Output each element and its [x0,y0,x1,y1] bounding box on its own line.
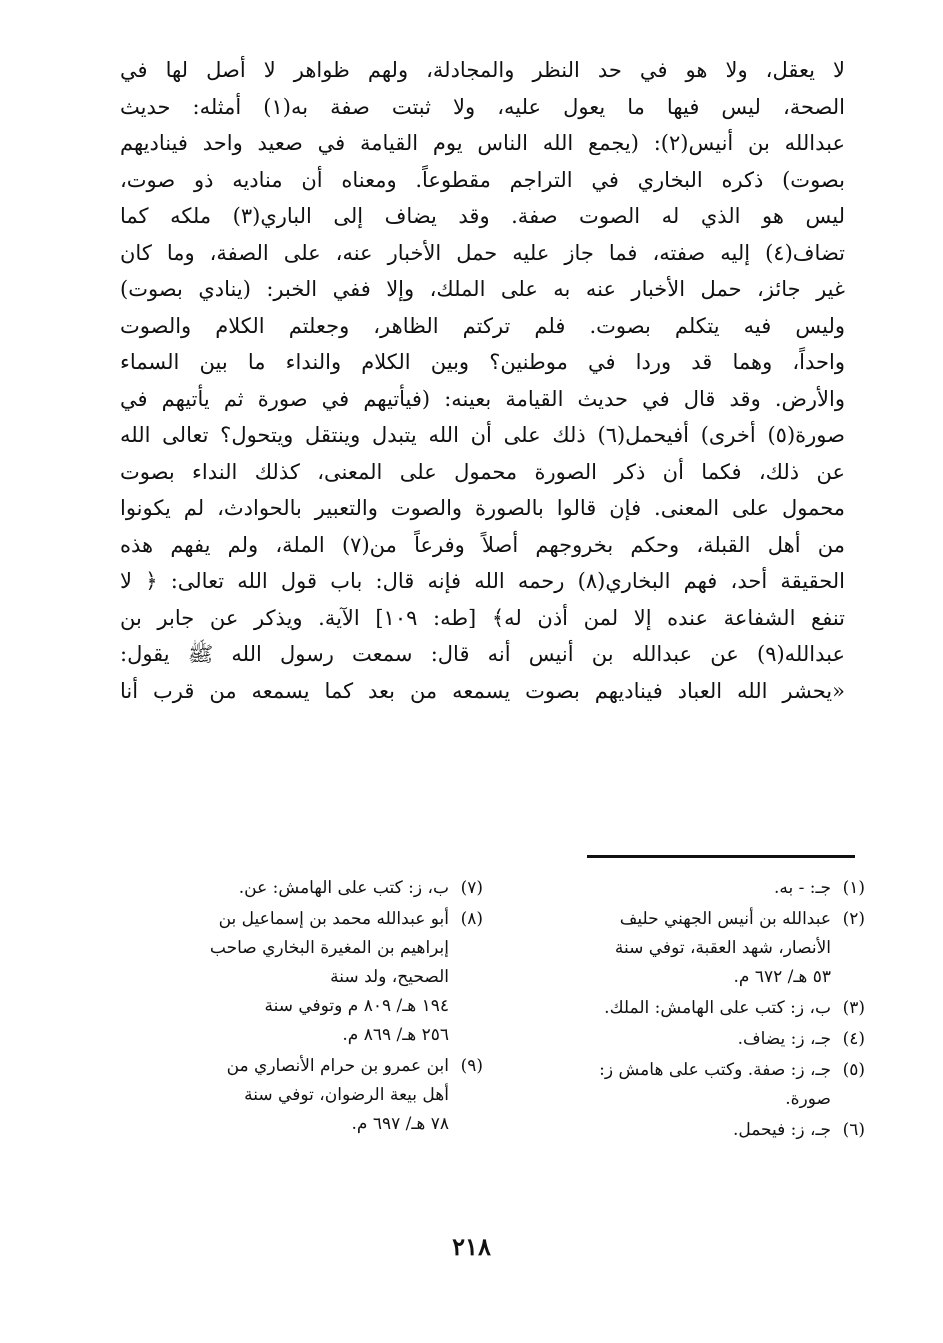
footnote-line: صورة. [785,1089,831,1109]
text-line: والأرض. وقد قال في حديث القيامة بعينه: (فيأتيهم في صورة ثم يأتيهم في [120,386,845,411]
text-line: «يحشر الله العباد فيناديهم بصوت يسمعه من بعد كما يسمعه من قرب أنا [120,678,845,703]
footnote [565,1025,865,1054]
footnote-line: عبدالله بن أنيس الجهني حليف [619,909,831,929]
footnote-line: ابن عمرو بن حرام الأنصاري من [226,1056,449,1076]
footnote-number: (٣) [842,998,865,1018]
footnote-line: جـ، ز: صفة. وكتب على هامش ز: [599,1060,831,1080]
text-line: محمول على المعنى. فإن قالوا بالصورة والصوت والتعبير بالحوادث، لم يكونوا [120,496,845,520]
footnote-number: (٢) [842,909,865,929]
text-line: وليس فيه يتكلم بصوت. فلم تركتم الظاهر، وجعلتم الكلام والصوت [120,313,845,338]
footnote [565,1056,865,1114]
footnote-number: (١) [842,878,865,898]
footnote-text [565,1056,831,1114]
text-line: لا يعقل، ولا هو في حد النظر والمجادلة، ولهم ظواهر لا أصل لها في [120,58,845,82]
footnote-line: جـ، ز: فيحمل. [732,1120,831,1140]
page-number: ٢١٨ [452,1232,491,1261]
footnote-line: ٧٨ هـ/ ٦٩٧ م. [351,1114,449,1134]
footnote [153,1052,483,1139]
footnote-text [153,905,449,1050]
main-text-body [120,52,845,709]
footnote [565,994,865,1023]
text-line: عن ذلك، فكما أن ذكر الصورة محمول على المعنى، كذلك النداء بصوت [120,459,845,484]
footnote-line: أبو عبدالله محمد بن إسماعيل بن [218,909,449,929]
footnote-text [565,1025,831,1054]
footnote-line: ب، ز: كتب على الهامش: عن. [238,878,449,898]
text-line: عبدالله(٩) عن عبدالله بن أنيس أنه قال: سمعت رسول الله ﷺ يقول: [120,642,845,666]
footnote-number: (٧) [460,878,483,898]
footnote-number: (٩) [460,1056,483,1076]
footnote-number: (٦) [842,1120,865,1140]
text-line: الصحة، ليس فيها ما يعول عليه، ولا ثبتت صفة به(١) أمثله: حديث [120,94,845,119]
footnote-text [565,874,831,903]
text-line: صورة(٥) أخرى) أفيحمل(٦) ذلك على أن الله يتبدل وينتقل ويتحول؟ تعالى الله [120,423,845,447]
footnote-text [565,1116,831,1145]
footnote-line: أهل بيعة الرضوان، توفي سنة [244,1085,449,1105]
footnote-line: الصحيح، ولد سنة [330,967,449,987]
footnote-number: (٥) [842,1060,865,1080]
footnote-line: ب، ز: كتب على الهامش: الملك. [604,998,831,1018]
text-line: ليس هو الذي له الصوت صفة. وقد يضاف إلى الباري(٣) ملكه كما [120,204,845,228]
footnote-text [565,905,831,992]
footnote-text [153,874,449,903]
text-line: بصوت) ذكره البخاري في التراجم مقطوعاً. ومعناه أن مناديه ذو صوت، [120,167,845,192]
footnote-line: جـ: - به. [773,878,831,898]
text-line: تنفع الشفاعة عنده إلا لمن أذن له﴾ [طه: ١٠٩] الآية. ويذكر عن جابر بن [120,605,845,630]
footnote-number: (٤) [842,1029,865,1049]
footnote-line: ١٩٤ هـ/ ٨٠٩ م وتوفي سنة [264,996,449,1016]
footnote [565,874,865,903]
footnote-line: ٢٥٦ هـ/ ٨٦٩ م. [342,1025,449,1045]
text-line: تضاف(٤) إليه صفته، فما جاز عليه حمل الأخبار عنه، على الصفة، وما كان [120,240,845,265]
footnote-text [153,1052,449,1139]
footnote [565,1116,865,1145]
footnotes-right-column [565,874,865,1147]
footnote [153,905,483,1050]
text-line: من أهل القبلة، وحكم بخروجهم أصلاً وفرعاً من(٧) الملة، ولم يفهم هذه [120,532,845,557]
footnote [565,905,865,992]
text-line: الحقيقة أحد، فهم البخاري(٨) رحمه الله فإنه قال: باب قول الله تعالى: ﴿ لا [120,569,845,593]
text-line: غير جائز، حمل الأخبار عنه به على الملك، وإلا ففي الخبر: (ينادي بصوت) [120,277,845,301]
footnote-text [565,994,831,1023]
text-line: عبدالله بن أنيس(٢): (يجمع الله الناس يوم القيامة في صعيد واحد فيناديهم [120,131,845,155]
footnote-number: (٨) [460,909,483,929]
footnote-line: الأنصار، شهد العقبة، توفي سنة [614,938,831,958]
footnote [153,874,483,903]
footnote-line: جـ، ز: يضاف. [737,1029,831,1049]
footnotes-left-column [153,874,483,1141]
footnote-line: ٥٣ هـ/ ٦٧٢ م. [733,967,831,987]
text-line: واحداً، وهما قد وردا في موطنين؟ وبين الكلام والنداء ما بين السماء [120,350,845,374]
footnote-line: إبراهيم بن المغيرة البخاري صاحب [209,938,449,958]
footnote-separator [587,855,855,858]
